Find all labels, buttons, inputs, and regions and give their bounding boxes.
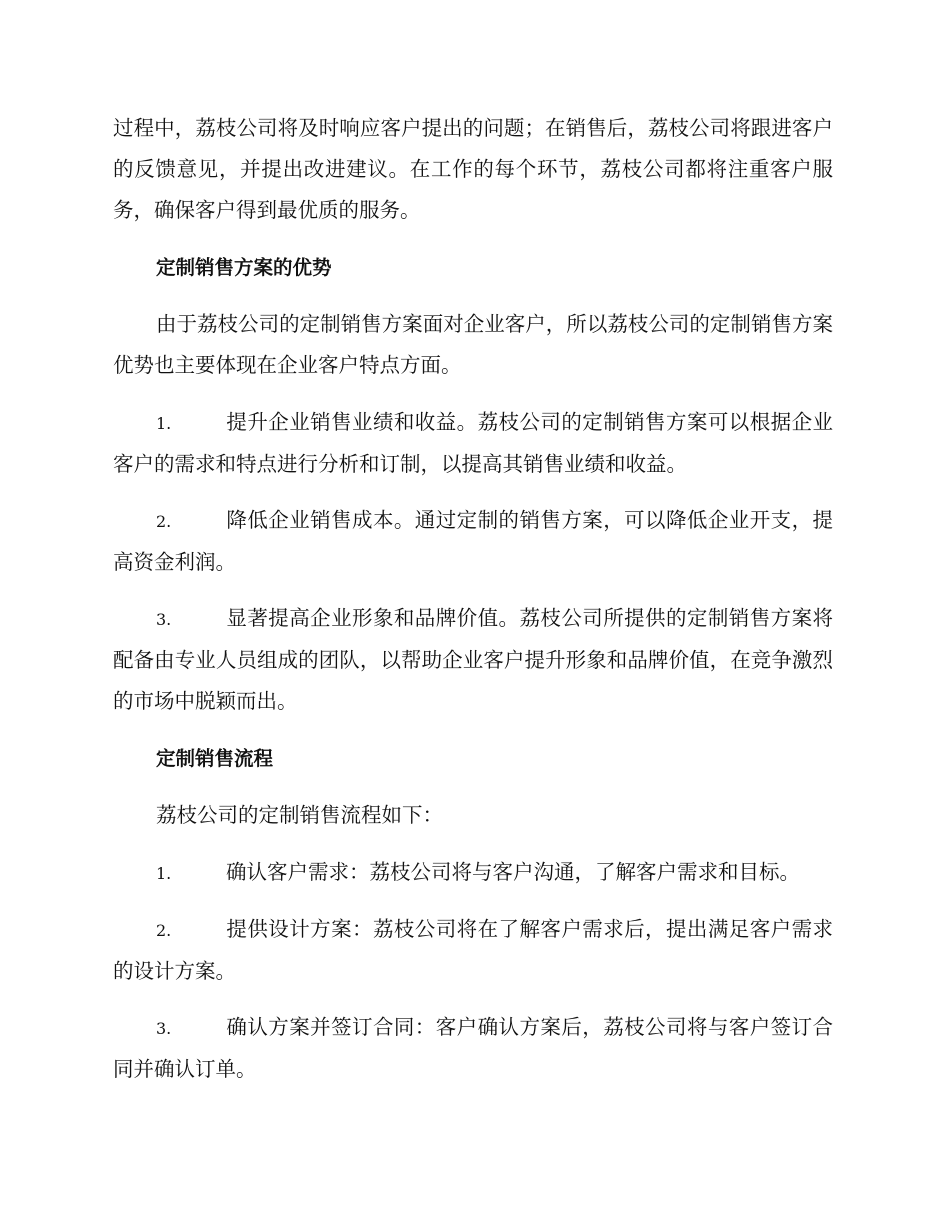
list-item [113,852,833,894]
list-number: 3. [156,610,172,629]
process-paragraph: 荔枝公司的定制销售流程如下： [156,803,443,827]
list-text: 确认客户需求：荔枝公司将与客户沟通，了解客户需求和目标。 [226,860,800,884]
section-heading-process: 定制销售流程 [156,747,274,770]
list-item [113,500,833,583]
list-text: 提供设计方案：荔枝公司将在了解客户需求后，提出满足客户需求的设计方案。 [113,917,833,983]
list-number: 3. [156,1019,172,1038]
intro-paragraph: 过程中，荔枝公司将及时响应客户提出的问题；在销售后，荔枝公司将跟进客户的反馈意见，并提出改进建议。在工作的每个环节，荔枝公司都将注重客户服务，确保客户得到最优质的服务。 [113,116,833,222]
list-item [113,909,833,992]
list-text: 确认方案并签订合同：客户确认方案后，荔枝公司将与客户签订合同并确认订单。 [113,1015,833,1081]
list-text: 提升企业销售业绩和收益。荔枝公司的定制销售方案可以根据企业客户的需求和特点进行分析和订制，以提高其销售业绩和收益。 [113,410,833,476]
list-number: 1. [156,864,172,883]
list-item [113,598,833,722]
list-number: 2. [156,921,172,940]
list-number: 1. [156,414,172,433]
advantages-paragraph: 由于荔枝公司的定制销售方案面对企业客户，所以荔枝公司的定制销售方案优势也主要体现在企业客户特点方面。 [113,312,833,377]
list-text: 显著提高企业形象和品牌价值。荔枝公司所提供的定制销售方案将配备由专业人员组成的团队，以帮助企业客户提升形象和品牌价值，在竞争激烈的市场中脱颖而出。 [113,606,833,713]
list-number: 2. [156,512,172,531]
list-text: 降低企业销售成本。通过定制的销售方案，可以降低企业开支，提高资金利润。 [113,508,833,574]
document-page [113,108,833,1090]
list-item [113,402,833,485]
list-item [113,1007,833,1090]
section-heading-advantages: 定制销售方案的优势 [156,256,332,279]
